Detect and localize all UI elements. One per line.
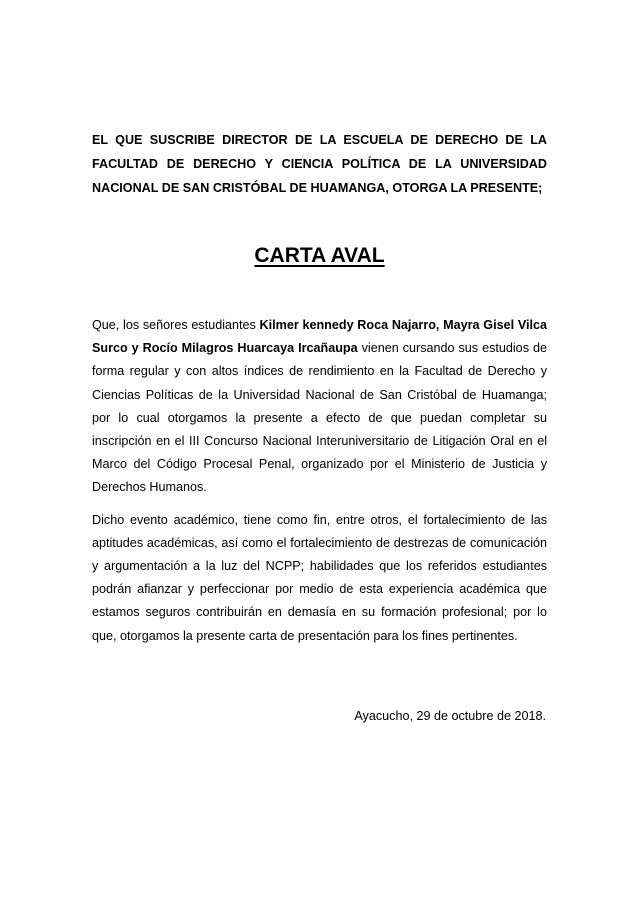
letter-header: EL QUE SUSCRIBE DIRECTOR DE LA ESCUELA DE DERECHO DE LA FACULTAD DE DERECHO Y CIENCIA POLÍTICA DE LA UNIVERSIDAD NACIONAL DE SAN CRISTÓBAL DE HUAMANGA, OTORGA LA PRESENTE; [92,133,547,195]
paragraph-students-intro: Que, los señores estudiantes [92,318,260,332]
paragraph-students-rest: vienen cursando sus estudios de forma regular y con altos índices de rendimiento en la Facultad de Derecho y Ciencias Políticas de la Universidad Nacional de San Cristóbal de Huamanga; por lo cual otorgamos la presente a efecto de que puedan completar su inscripción en el III Concurso Nacional Interuniversitario de Litigación Oral en el Marco del Código Procesal Penal, organizado por el Ministerio de Justicia y Derechos Humanos. [92,341,547,495]
letter-title: CARTA AVAL [254,244,385,267]
document-page [92,128,547,648]
student-names: Kilmer kennedy Roca Najarro, Mayra Gisel Vilca Surco y Rocío Milagros Huarcaya Ircañaupa [92,318,547,356]
paragraph-students [92,314,547,500]
letter-date: Ayacucho, 29 de octubre de 2018. [354,709,546,723]
paragraph-event: Dicho evento académico, tiene como fin, entre otros, el fortalecimiento de las aptitudes académicas, así como el fortalecimiento de destrezas de comunicación y argumentación a la luz del NCPP; habilidades que los referidos estudiantes podrán afianzar y perfeccionar por medio de esta experiencia académica que estamos seguros contribuirán en demasía en su formación profesional; por lo que, otorgamos la presente carta de presentación para los fines pertinentes. [92,512,547,643]
